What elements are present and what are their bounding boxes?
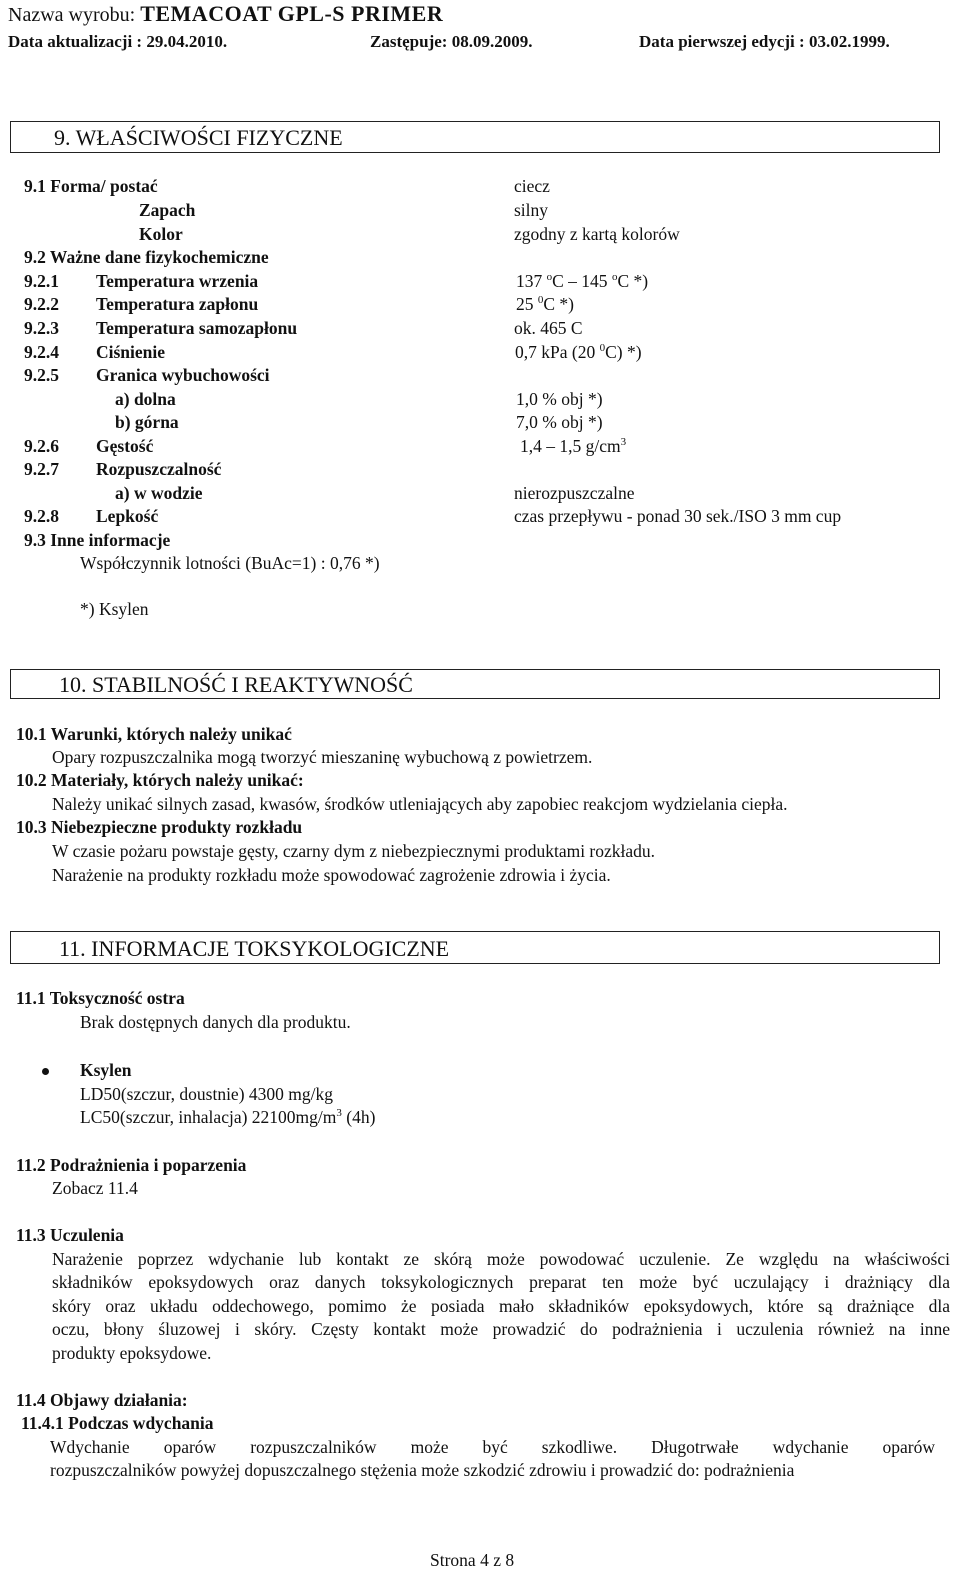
row-9-2-2-num: 9.2.2 bbox=[24, 294, 59, 314]
row-9-2-label: 9.2 Ważne dane fizykochemiczne bbox=[24, 247, 269, 267]
text-11-4-1-line-2: rozpuszczalników powyżej dopuszczalnego stężenia może szkodzić zdrowiu i prowadzić do: podrażnienia bbox=[50, 1460, 795, 1480]
row-9-2-4-value: 0,7 kPa (20 $^0$C) *) bbox=[515, 342, 642, 362]
wodzie-label: a) w wodzie bbox=[115, 483, 203, 503]
row-9-2-1-label: Temperatura wrzenia bbox=[96, 271, 259, 291]
text-10-1: Opary rozpuszczalnika mogą tworzyć mieszaninę wybuchową z powietrzem. bbox=[52, 747, 593, 767]
text-11-3-line-3: skóry oraz układu oddechowego, pomimo że posiada mało składników epoksydowych, które są drażniące dla bbox=[52, 1296, 950, 1316]
lc50-text: LC50(szczur, inhalacja) $22100mg/m^3$ (4h) bbox=[80, 1107, 376, 1127]
heading-10-2: 10.2 Materiały, których należy unikać: bbox=[16, 770, 304, 790]
text-11-4-1-line-1: Wdychanie oparów rozpuszczalników może być szkodliwe. Długotrwałe wdychanie oparów bbox=[50, 1437, 935, 1457]
wodzie-value: nierozpuszczalne bbox=[514, 483, 635, 503]
zapach-label: Zapach bbox=[139, 200, 196, 220]
row-9-2-8-num: 9.2.8 bbox=[24, 506, 59, 526]
text-10-2: Należy unikać silnych zasad, kwasów, środków utleniających aby zapobiec reakcjom wydzielania ciepła. bbox=[52, 794, 788, 814]
section-11-box bbox=[10, 931, 940, 964]
heading-11-4: 11.4 Objawy działania: bbox=[16, 1390, 188, 1410]
text-11-3-line-5: produkty epoksydowe. bbox=[52, 1343, 212, 1363]
product-label: Nazwa wyrobu: bbox=[8, 4, 136, 26]
section-11-title: 11. INFORMACJE TOKSYKOLOGICZNE bbox=[59, 936, 450, 961]
row-9-2-5-num: 9.2.5 bbox=[24, 365, 59, 385]
heading-10-3: 10.3 Niebezpieczne produkty rozkładu bbox=[16, 817, 303, 837]
footnote-ksylen: *) Ksylen bbox=[80, 599, 149, 619]
row-9-2-4-label: Ciśnienie bbox=[96, 342, 166, 362]
text-11-1: Brak dostępnych danych dla produktu. bbox=[80, 1012, 351, 1032]
heading-10-1: 10.1 Warunki, których należy unikać bbox=[16, 724, 292, 744]
row-9-2-3-value: ok. 465 C bbox=[514, 318, 583, 338]
row-9-2-8-value: czas przepływu - ponad 30 sek./ISO 3 mm cup bbox=[514, 506, 842, 526]
row-9-1-value: ciecz bbox=[514, 176, 550, 196]
heading-11-1: 11.1 Toksyczność ostra bbox=[16, 988, 185, 1008]
row-9-2-7-label: Rozpuszczalność bbox=[96, 459, 222, 479]
bullet-icon bbox=[42, 1068, 49, 1075]
row-9-2-1-num: 9.2.1 bbox=[24, 271, 59, 291]
zapach-value: silny bbox=[514, 200, 549, 220]
gorna-label: b) górna bbox=[115, 412, 179, 432]
text-10-3b: Narażenie na produkty rozkładu może spowodować zagrożenie zdrowia i życia. bbox=[52, 865, 611, 885]
product-label-line bbox=[8, 3, 443, 25]
row-9-3-label: 9.3 Inne informacje bbox=[24, 530, 171, 550]
row-9-2-3-num: 9.2.3 bbox=[24, 318, 59, 338]
text-10-3a: W czasie pożaru powstaje gęsty, czarny dym z niebezpiecznymi produktami rozkładu. bbox=[52, 841, 656, 861]
ksylen-label: Ksylen bbox=[80, 1060, 132, 1080]
text-11-3-line-2: składników epoksydowych oraz danych toksykologicznych preparat ten może być uczulający i drażniący dla bbox=[52, 1272, 950, 1292]
page-number: Strona 4 z 8 bbox=[430, 1550, 515, 1570]
row-9-2-2-value: 25 $^0$C *) bbox=[516, 294, 574, 314]
row-9-2-8-label: Lepkość bbox=[96, 506, 159, 526]
row-9-1-label: 9.1 Forma/ postać bbox=[24, 176, 158, 196]
dolna-label: a) dolna bbox=[115, 389, 176, 409]
row-9-2-2-label: Temperatura zapłonu bbox=[96, 294, 259, 314]
row-9-2-1-value: 137 $^o$C – 145 $^o$C *) bbox=[516, 271, 649, 291]
row-9-2-6-num: 9.2.6 bbox=[24, 436, 59, 456]
section-10-box bbox=[10, 669, 940, 699]
row-9-2-3-label: Temperatura samozapłonu bbox=[96, 318, 298, 338]
kolor-value: zgodny z kartą kolorów bbox=[514, 224, 680, 244]
section-9-box bbox=[10, 121, 940, 153]
row-9-2-7-num: 9.2.7 bbox=[24, 459, 59, 479]
first-edition-date: Data pierwszej edycji : 03.02.1999. bbox=[639, 32, 890, 51]
gorna-value: 7,0 % obj *) bbox=[516, 412, 603, 432]
heading-11-2: 11.2 Podrażnienia i poparzenia bbox=[16, 1155, 247, 1175]
section-10-title: 10. STABILNOŚĆ I REAKTYWNOŚĆ bbox=[59, 672, 413, 697]
ld50-text: LD50(szczur, doustnie) 4300 mg/kg bbox=[80, 1084, 333, 1104]
dolna-value: 1,0 % obj *) bbox=[516, 389, 603, 409]
text-11-3-line-1: Narażenie poprzez wdychanie lub kontakt ze skórą może powodować uczulenie. Ze względu na właściwości bbox=[52, 1249, 950, 1269]
replaces-date: Zastępuje: 08.09.2009. bbox=[370, 32, 533, 51]
update-date: Data aktualizacji : 29.04.2010. bbox=[8, 32, 228, 51]
text-11-2: Zobacz 11.4 bbox=[52, 1178, 138, 1198]
row-9-2-4-num: 9.2.4 bbox=[24, 342, 59, 362]
lotnosc-text: Współczynnik lotności (BuAc=1) : 0,76 *) bbox=[80, 553, 380, 573]
section-9-title: 9. WŁAŚCIWOŚCI FIZYCZNE bbox=[54, 125, 343, 150]
row-9-2-6-label: Gęstość bbox=[96, 436, 154, 456]
text-11-3-line-4: oczu, błony śluzowej i skóry. Częsty kontakt może prowadzić do podrażnienia i uczulenia również na inne bbox=[52, 1319, 950, 1339]
row-9-2-6-value: 1,4 – 1,5 $g/cm^3$ bbox=[520, 436, 627, 456]
heading-11-4-1: 11.4.1 Podczas wdychania bbox=[21, 1413, 214, 1433]
row-9-2-5-label: Granica wybuchowości bbox=[96, 365, 270, 385]
product-name: TEMACOAT GPL-S PRIMER bbox=[140, 1, 444, 26]
heading-11-3: 11.3 Uczulenia bbox=[16, 1225, 124, 1245]
kolor-label: Kolor bbox=[139, 224, 183, 244]
